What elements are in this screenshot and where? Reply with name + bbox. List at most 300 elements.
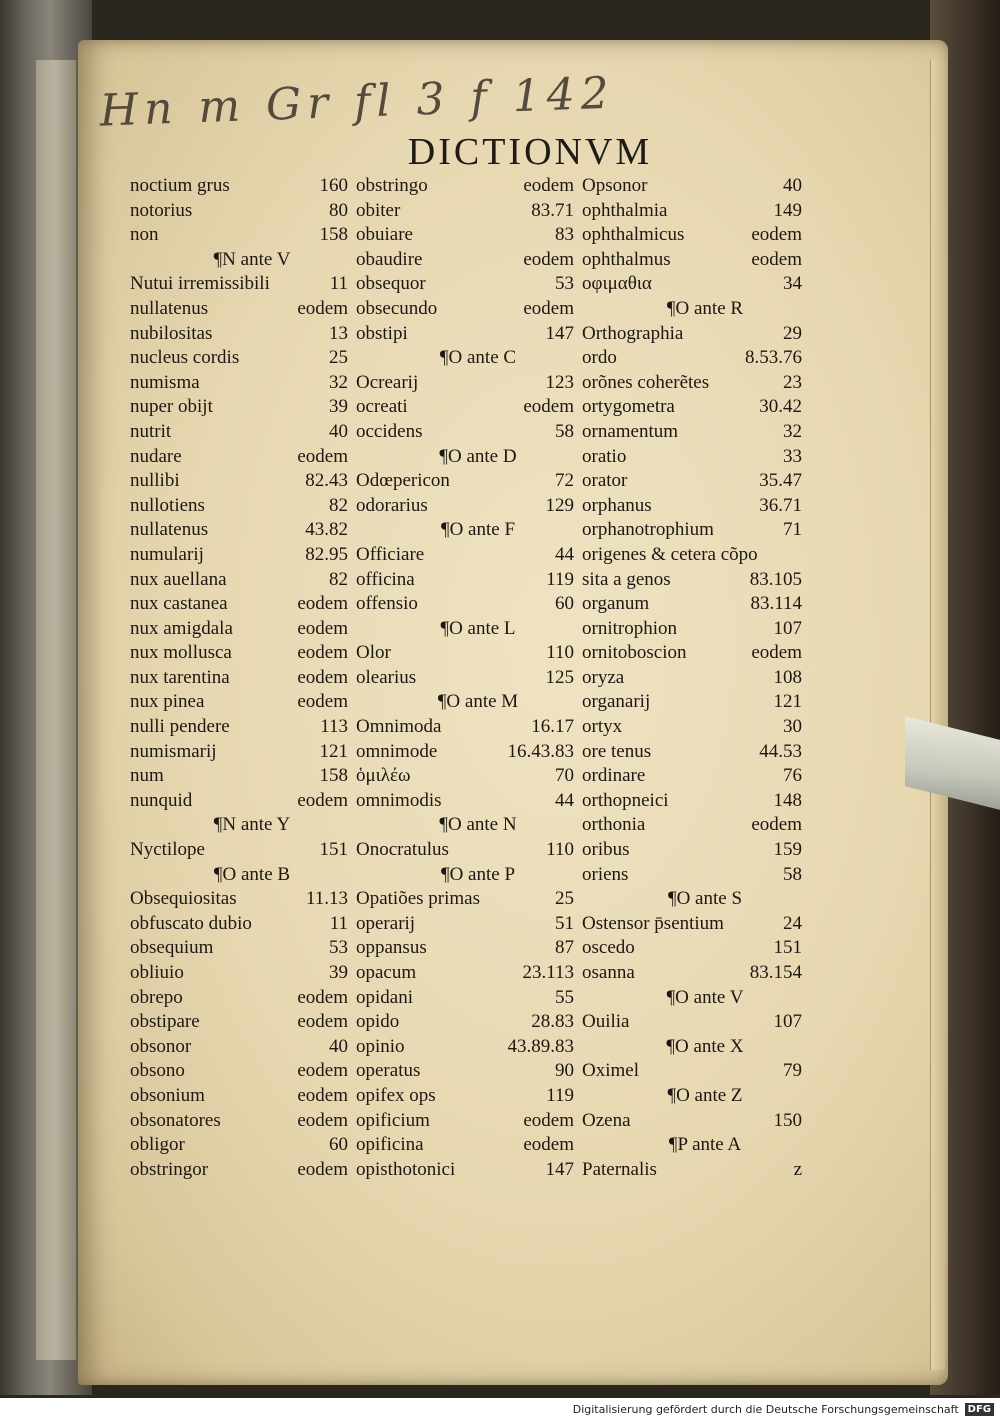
entry-term: obsequor (356, 273, 426, 295)
entry-term: orphanotrophium (582, 519, 714, 541)
entry-term: nullatenus (130, 297, 209, 319)
index-entry (582, 445, 810, 470)
entry-term: ornamentum (582, 420, 679, 442)
entry-term: ophthalmicus (582, 224, 685, 246)
entry-term: ¶O ante P (440, 863, 516, 885)
entry-term: obsecundo (356, 297, 438, 319)
section-heading (356, 863, 582, 888)
entry-term: sita a genos (582, 568, 671, 590)
entry-term: non (130, 224, 159, 246)
index-entry (356, 322, 582, 347)
entry-reference: 51 (555, 912, 574, 934)
entry-term: Officiare (356, 543, 425, 565)
index-entry (130, 494, 356, 519)
index-entry (130, 518, 356, 543)
entry-term: occidens (356, 420, 423, 442)
entry-term: nullatenus (130, 519, 209, 541)
index-entry (582, 690, 810, 715)
entry-term: obsonatores (130, 1109, 221, 1131)
entry-term: nutrit (130, 420, 172, 442)
entry-reference: 40 (329, 1035, 348, 1057)
entry-term: Onocratulus (356, 839, 449, 861)
entry-reference: 159 (773, 839, 802, 861)
entry-reference: 23.113 (522, 962, 574, 983)
entry-term: obaudire (356, 248, 423, 270)
entry-term: Obsequiositas (130, 888, 237, 910)
entry-term: nux tarentina (130, 666, 230, 688)
entry-reference: 28.83 (531, 1011, 574, 1033)
index-entry (582, 740, 810, 765)
entry-term: nubilositas (130, 322, 213, 344)
section-heading (582, 887, 810, 912)
entry-reference: eodem (523, 175, 574, 196)
entry-term: officina (356, 568, 415, 590)
entry-term: oribus (582, 839, 630, 861)
entry-reference: 87 (555, 937, 574, 959)
index-entry (130, 740, 356, 765)
dfg-logo: DFG (965, 1403, 994, 1416)
index-entry (356, 1035, 582, 1060)
entry-term: Opatiões primas (356, 888, 481, 910)
section-heading (130, 813, 356, 838)
entry-term: organum (582, 593, 650, 615)
entry-term: ophthalmia (582, 199, 668, 221)
entry-term: ocreati (356, 396, 408, 418)
index-entry (130, 223, 356, 248)
entry-term: num (130, 765, 164, 787)
entry-reference: 39 (329, 962, 348, 983)
section-heading (582, 1035, 810, 1060)
entry-reference: eodem (751, 642, 802, 664)
entry-term: ordo (582, 347, 617, 369)
entry-term: origenes & cetera cõpo (582, 543, 758, 565)
entry-reference: 107 (773, 1011, 802, 1033)
entry-reference: 129 (545, 494, 574, 516)
entry-term: ¶O ante B (213, 863, 291, 885)
entry-reference: eodem (297, 1084, 348, 1106)
entry-term: nudare (130, 445, 182, 467)
entry-term: nux castanea (130, 593, 228, 615)
index-entry (582, 1010, 810, 1035)
entry-term: opacum (356, 962, 417, 983)
entry-term: osanna (582, 962, 635, 983)
entry-term: operatus (356, 1060, 421, 1082)
index-entry (582, 789, 810, 814)
entry-reference: eodem (751, 814, 802, 836)
entry-reference: 158 (319, 224, 348, 246)
index-entry (356, 936, 582, 961)
index-entry (356, 1158, 582, 1183)
entry-reference: 53 (555, 273, 574, 295)
entry-term: Ostensor p̄sentium (582, 912, 724, 934)
entry-reference: eodem (297, 986, 348, 1008)
index-entry (356, 395, 582, 420)
index-entry (356, 371, 582, 396)
entry-term: noctium grus (130, 175, 230, 196)
entry-reference: 13 (329, 322, 348, 344)
index-entry (356, 715, 582, 740)
entry-term: nulli pendere (130, 716, 230, 738)
entry-reference: 160 (319, 175, 348, 196)
entry-term: oryza (582, 666, 625, 688)
entry-term: ὁμιλέω (356, 765, 411, 787)
index-entry (356, 1059, 582, 1084)
index-entry (356, 199, 582, 224)
index-entry (356, 1084, 582, 1109)
entry-reference: 16.43.83 (507, 740, 574, 762)
entry-term: Ocrearij (356, 371, 419, 393)
index-entry (356, 568, 582, 593)
index-entry (130, 1109, 356, 1134)
index-entry (130, 199, 356, 224)
entry-reference: eodem (523, 297, 574, 319)
index-entry (130, 690, 356, 715)
section-heading (356, 445, 582, 470)
entry-term: opido (356, 1011, 400, 1033)
index-entry (130, 346, 356, 371)
entry-term: obuiare (356, 224, 413, 246)
index-entry (582, 568, 810, 593)
index-entry (582, 174, 810, 199)
index-entry (356, 740, 582, 765)
entry-term: ordinare (582, 765, 646, 787)
index-entry (582, 371, 810, 396)
entry-term: nux amigdala (130, 617, 233, 639)
entry-reference: 149 (773, 199, 802, 221)
entry-term: obstringor (130, 1158, 209, 1180)
entry-reference: eodem (297, 593, 348, 615)
index-entry (582, 420, 810, 445)
index-entry (356, 666, 582, 691)
entry-reference: 121 (319, 740, 348, 762)
entry-term: numularij (130, 543, 204, 565)
index-entry (582, 666, 810, 691)
index-entry (130, 445, 356, 470)
entry-term: ornitoboscion (582, 642, 687, 664)
index-entry (356, 272, 582, 297)
index-column-3 (582, 174, 810, 1182)
index-entry (356, 1133, 582, 1158)
entry-reference: 82.95 (305, 543, 348, 565)
entry-reference: 40 (783, 175, 802, 196)
section-heading (130, 863, 356, 888)
entry-term: numisma (130, 371, 200, 393)
entry-reference: eodem (297, 1158, 348, 1180)
entry-term: ¶O ante F (440, 519, 516, 541)
entry-term: nux mollusca (130, 642, 232, 664)
entry-reference: 119 (546, 1084, 574, 1106)
digitization-footer (0, 1398, 1000, 1420)
entry-reference: 11 (329, 912, 348, 934)
entry-term: numismarij (130, 740, 217, 762)
entry-reference: 60 (555, 593, 574, 615)
index-entry (582, 1109, 810, 1134)
entry-term: operarij (356, 912, 416, 934)
page-edge (930, 60, 945, 1370)
entry-term: opidani (356, 986, 413, 1008)
index-entry (130, 666, 356, 691)
entry-term: Omnimoda (356, 716, 442, 738)
entry-reference: 8.53.76 (745, 347, 802, 369)
index-entry (130, 543, 356, 568)
entry-term: ornitrophion (582, 617, 677, 639)
index-entry (130, 174, 356, 199)
entry-reference: eodem (523, 396, 574, 418)
entry-reference: 108 (773, 666, 802, 688)
entry-term: opifex ops (356, 1084, 436, 1106)
entry-term: ore tenus (582, 740, 652, 762)
entry-term: ¶O ante R (666, 297, 744, 319)
entry-reference: 82.43 (305, 470, 348, 492)
entry-reference: 11 (329, 273, 348, 295)
entry-reference: 43.89.83 (507, 1035, 574, 1057)
section-heading (356, 346, 582, 371)
entry-reference: 44.53 (759, 740, 802, 762)
entry-reference: 83.105 (749, 568, 802, 590)
entry-term: oscedo (582, 937, 635, 959)
entry-reference: 11.13 (305, 888, 348, 910)
index-entry (130, 568, 356, 593)
entry-reference: eodem (297, 1060, 348, 1082)
entry-reference: 25 (555, 888, 574, 910)
entry-term: Odœpericon (356, 470, 450, 492)
entry-term: obsonor (130, 1035, 192, 1057)
index-entry (582, 272, 810, 297)
entry-reference: 82 (329, 494, 348, 516)
entry-reference: eodem (297, 789, 348, 811)
entry-reference: z (793, 1158, 802, 1180)
entry-reference: 34 (783, 273, 802, 295)
entry-term: orthonia (582, 814, 646, 836)
index-entry (356, 1109, 582, 1134)
index-entry (130, 1035, 356, 1060)
entry-reference: 119 (546, 568, 574, 590)
entry-reference: 60 (329, 1134, 348, 1156)
index-entry (582, 1059, 810, 1084)
index-entry (356, 912, 582, 937)
entry-term: ¶O ante L (440, 617, 516, 639)
entry-term: ¶O ante S (667, 888, 743, 910)
entry-reference: eodem (751, 224, 802, 246)
entry-term: nux auellana (130, 568, 227, 590)
entry-reference: 58 (783, 863, 802, 885)
entry-term: Orthographia (582, 322, 684, 344)
entry-term: Ouilia (582, 1011, 630, 1033)
entry-reference: 151 (319, 839, 348, 861)
entry-reference: 23 (783, 371, 802, 393)
entry-reference: eodem (751, 248, 802, 270)
entry-reference: 16.17 (531, 716, 574, 738)
entry-reference: 39 (329, 396, 348, 418)
index-entry (356, 961, 582, 986)
index-entry (130, 1133, 356, 1158)
entry-reference: 113 (320, 716, 348, 738)
index-entry (582, 863, 810, 888)
entry-reference: 76 (783, 765, 802, 787)
entry-reference: 147 (545, 322, 574, 344)
entry-term: nullotiens (130, 494, 205, 516)
entry-term: oriens (582, 863, 629, 885)
entry-term: nux pinea (130, 691, 205, 713)
entry-term: omnimodis (356, 789, 442, 811)
entry-reference: 24 (783, 912, 802, 934)
entry-term: orphanus (582, 494, 652, 516)
section-heading (582, 986, 810, 1011)
entry-reference: 58 (555, 420, 574, 442)
index-entry (130, 887, 356, 912)
entry-reference: 110 (546, 839, 574, 861)
entry-term: Ozena (582, 1109, 631, 1131)
entry-term: opisthotonici (356, 1158, 456, 1180)
index-entry (130, 961, 356, 986)
entry-term: ¶O ante N (439, 814, 517, 836)
index-entry (130, 641, 356, 666)
entry-term: nullibi (130, 470, 180, 492)
entry-reference: 148 (773, 789, 802, 811)
entry-reference: 82 (329, 568, 348, 590)
index-entry (356, 838, 582, 863)
page-heading: DICTIONVM (407, 131, 653, 173)
index-entry (582, 248, 810, 273)
entry-term: ¶O ante M (437, 691, 519, 713)
index-entry (356, 887, 582, 912)
entry-term: oratio (582, 445, 627, 467)
entry-reference: 80 (329, 199, 348, 221)
entry-term: nunquid (130, 789, 193, 811)
entry-reference: eodem (297, 617, 348, 639)
entry-term: opificina (356, 1134, 424, 1156)
index-entry (582, 961, 810, 986)
index-entry (582, 469, 810, 494)
index-entry (130, 715, 356, 740)
entry-term: ortygometra (582, 396, 675, 418)
entry-term: oppansus (356, 937, 427, 959)
index-entry (582, 813, 810, 838)
entry-term: offensio (356, 593, 418, 615)
section-heading (582, 1084, 810, 1109)
entry-reference: 83.71 (531, 199, 574, 221)
entry-term: opinio (356, 1035, 405, 1057)
entry-reference: 71 (783, 519, 802, 541)
entry-reference: 123 (545, 371, 574, 393)
index-entry (582, 223, 810, 248)
entry-reference: 121 (773, 691, 802, 713)
index-entry (130, 297, 356, 322)
entry-reference: eodem (297, 642, 348, 664)
entry-reference: 44 (555, 789, 574, 811)
entry-term: ¶N ante V (213, 248, 291, 270)
entry-reference: 151 (773, 937, 802, 959)
entry-term: οφιμαθια (582, 273, 652, 295)
index-entry (130, 1059, 356, 1084)
entry-reference: eodem (297, 691, 348, 713)
entry-reference: eodem (523, 1134, 574, 1156)
index-entry (130, 986, 356, 1011)
index-column-2 (356, 174, 582, 1182)
index-entry (582, 518, 810, 543)
entry-term: omnimode (356, 740, 438, 762)
index-entry (582, 322, 810, 347)
entry-term: obstipare (130, 1011, 200, 1033)
index-entry (130, 371, 356, 396)
entry-reference: eodem (297, 1109, 348, 1131)
index-entry (130, 617, 356, 642)
index-entry (582, 592, 810, 617)
entry-term: Nyctilope (130, 839, 205, 861)
entry-reference: 33 (783, 445, 802, 467)
index-entry (582, 199, 810, 224)
index-entry (356, 494, 582, 519)
index-entry (356, 641, 582, 666)
index-entry (130, 420, 356, 445)
index-entry (582, 617, 810, 642)
index-entry (582, 715, 810, 740)
entry-reference: eodem (523, 248, 574, 270)
section-heading (356, 518, 582, 543)
entry-reference: 30.42 (759, 396, 802, 418)
footer-text: Digitalisierung gefördert durch die Deutsche Forschungsgemeinschaft (572, 1402, 959, 1416)
section-heading (356, 690, 582, 715)
entry-term: ortyx (582, 716, 623, 738)
entry-term: odorarius (356, 494, 428, 516)
index-entry (582, 1158, 810, 1183)
index-entry (130, 322, 356, 347)
entry-term: notorius (130, 199, 193, 221)
section-heading (582, 1133, 810, 1158)
entry-term: opificium (356, 1109, 430, 1131)
entry-term: orõnes coherẽtes (582, 371, 710, 393)
entry-reference: 44 (555, 543, 574, 565)
entry-term: obsonium (130, 1084, 205, 1106)
entry-reference: 35.47 (759, 470, 802, 492)
entry-term: obrepo (130, 986, 183, 1008)
entry-term: obstipi (356, 322, 408, 344)
entry-term: obstringo (356, 175, 428, 196)
index-entry (356, 469, 582, 494)
entry-term: Opsonor (582, 175, 648, 196)
index-entry (356, 1010, 582, 1035)
entry-reference: 72 (555, 470, 574, 492)
entry-term: obfuscato dubio (130, 912, 252, 934)
entry-term: ¶O ante C (439, 347, 517, 369)
entry-term: olearius (356, 666, 417, 688)
entry-reference: 32 (783, 420, 802, 442)
index-entry (130, 789, 356, 814)
section-heading (356, 813, 582, 838)
index-entry (356, 297, 582, 322)
entry-term: obiter (356, 199, 401, 221)
entry-reference: eodem (297, 445, 348, 467)
index-entry (582, 936, 810, 961)
entry-reference: 125 (545, 666, 574, 688)
entry-reference: 110 (546, 642, 574, 664)
entry-reference: 36.71 (759, 494, 802, 516)
entry-term: organarij (582, 691, 651, 713)
index-entry (356, 764, 582, 789)
entry-reference: 29 (783, 322, 802, 344)
entry-reference: 53 (329, 937, 348, 959)
index-entry (130, 1010, 356, 1035)
entry-term: ophthalmus (582, 248, 671, 270)
entry-term: ¶O ante Z (667, 1084, 743, 1106)
index-entry (356, 420, 582, 445)
entry-term: nuper obijt (130, 396, 213, 418)
index-entry (356, 174, 582, 199)
entry-reference: 40 (329, 420, 348, 442)
entry-reference: 43.82 (305, 519, 348, 541)
index-entry (582, 641, 810, 666)
index-entry (356, 223, 582, 248)
